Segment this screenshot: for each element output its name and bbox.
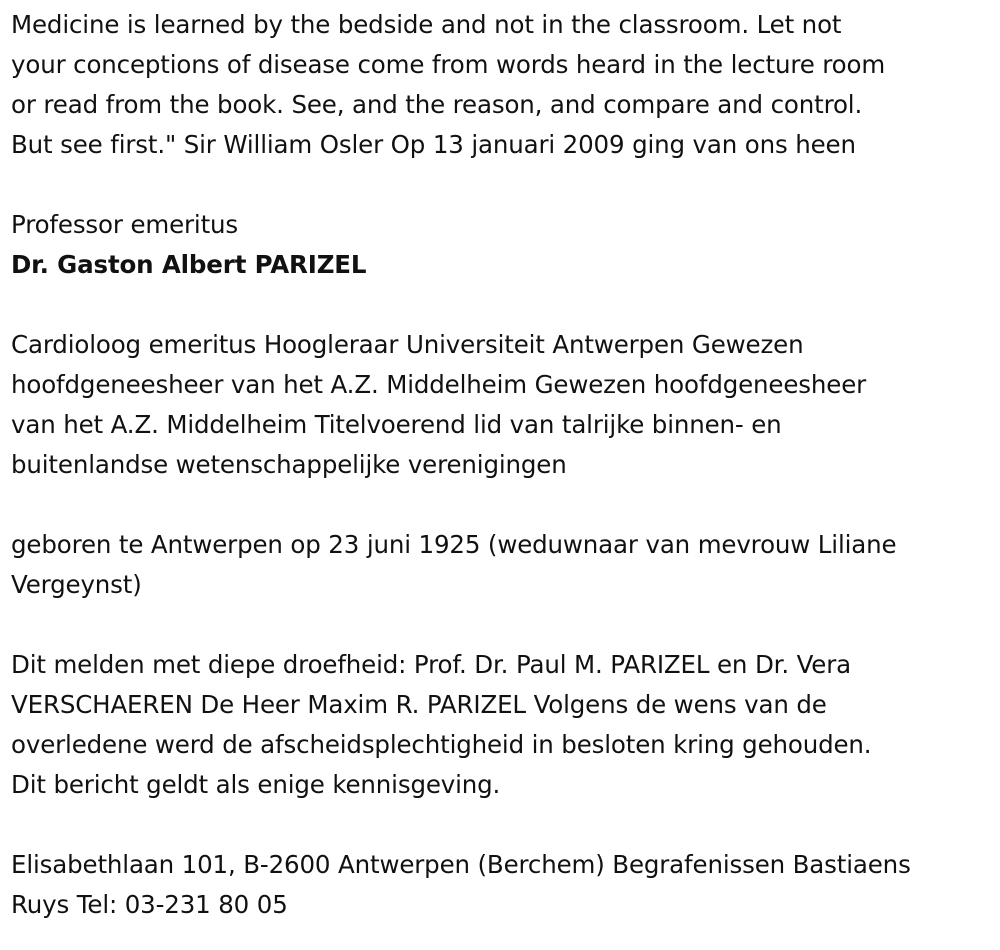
quote-line: Medicine is learned by the bedside and not in the classroom. Let not — [11, 10, 842, 39]
career-line: hoofdgeneesheer van het A.Z. Middelheim Gewezen hoofdgeneesheer — [11, 370, 867, 399]
career-paragraph — [11, 325, 996, 485]
deceased-name: Dr. Gaston Albert PARIZEL — [11, 250, 367, 279]
announcement-line: Dit bericht geldt als enige kennisgeving. — [11, 770, 501, 799]
title-line: Professor emeritus — [11, 210, 239, 239]
birth-line: Vergeynst) — [11, 570, 142, 599]
birth-line: geboren te Antwerpen op 23 juni 1925 (weduwnaar van mevrouw Liliane — [11, 530, 897, 559]
spacer — [11, 805, 996, 845]
career-line: buitenlandse wetenschappelijke verenigingen — [11, 450, 567, 479]
address-line: Ruys Tel: 03-231 80 05 — [11, 890, 288, 919]
announcement-line: VERSCHAEREN De Heer Maxim R. PARIZEL Volgens de wens van de — [11, 690, 827, 719]
obituary-notice — [11, 5, 996, 925]
spacer — [11, 165, 996, 205]
address-line: Elisabethlaan 101, B-2600 Antwerpen (Berchem) Begrafenissen Bastiaens — [11, 850, 911, 879]
quote-paragraph — [11, 5, 996, 165]
announcement-paragraph — [11, 645, 996, 805]
career-line: Cardioloog emeritus Hoogleraar Universiteit Antwerpen Gewezen — [11, 330, 804, 359]
quote-line: your conceptions of disease come from words heard in the lecture room — [11, 50, 886, 79]
birth-paragraph — [11, 525, 996, 605]
spacer — [11, 485, 996, 525]
announcement-line: Dit melden met diepe droefheid: Prof. Dr. Paul M. PARIZEL en Dr. Vera — [11, 650, 852, 679]
address-paragraph — [11, 845, 996, 925]
spacer — [11, 285, 996, 325]
quote-line: But see first." Sir William Osler Op 13 januari 2009 ging van ons heen — [11, 130, 856, 159]
quote-line: or read from the book. See, and the reason, and compare and control. — [11, 90, 863, 119]
spacer — [11, 605, 996, 645]
career-line: van het A.Z. Middelheim Titelvoerend lid van talrijke binnen- en — [11, 410, 782, 439]
announcement-line: overledene werd de afscheidsplechtigheid in besloten kring gehouden. — [11, 730, 872, 759]
